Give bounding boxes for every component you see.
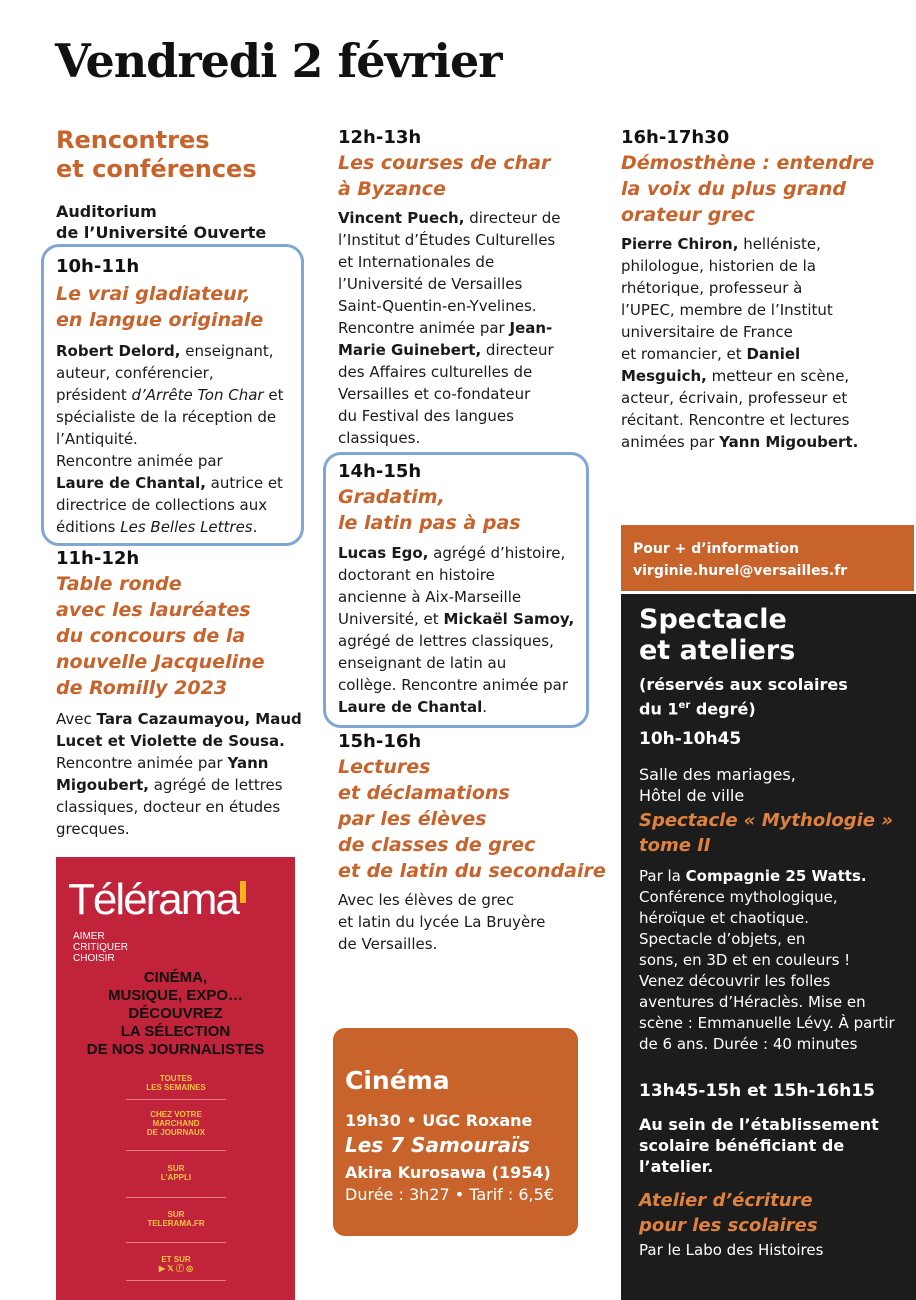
event-title xyxy=(56,281,263,333)
event-title-line: nouvelle Jacqueline xyxy=(56,651,265,673)
text-line: l’Antiquité. xyxy=(56,430,138,448)
text-line: du Festival des langues xyxy=(338,407,514,425)
text-line: Conférence mythologique, xyxy=(639,888,838,906)
text-line: Mesguich, metteur en scène, xyxy=(621,367,850,385)
section-title xyxy=(56,126,257,184)
text-line: de 6 ans. Durée : 40 minutes xyxy=(639,1035,858,1053)
event-time: 12h-13h xyxy=(338,127,422,148)
event-title-line: la voix du plus grand xyxy=(621,178,846,200)
text-line: récitant. Rencontre et lectures xyxy=(621,411,850,429)
venue xyxy=(56,201,266,243)
ad-option: ET SUR ▶ 𝕏 ⓕ ◎ xyxy=(126,1255,226,1273)
text-line: rhétorique, professeur à xyxy=(621,279,803,297)
event-title-line: par les élèves xyxy=(338,808,487,830)
text-line: doctorant en histoire xyxy=(338,566,495,584)
text-line: Migoubert, agrégé de lettres xyxy=(56,776,283,794)
text-line: Saint-Quentin-en-Yvelines. xyxy=(338,297,537,315)
event-description xyxy=(338,207,561,449)
event-time: 11h-12h xyxy=(56,548,140,569)
event-title-line: et de latin du secondaire xyxy=(338,860,606,882)
info-box xyxy=(621,525,914,591)
text-line: l’UPEC, membre de l’Institut xyxy=(621,301,833,319)
event-title-line: de Romilly 2023 xyxy=(56,677,228,699)
venue-line-1: Auditorium xyxy=(56,202,157,221)
spectacle-title: Spectacle et ateliers xyxy=(639,604,796,666)
ad-option: SUR L’APPLI xyxy=(160,1164,192,1182)
text-line: héroïque et chaotique. xyxy=(639,909,810,927)
event-time: 16h-17h30 xyxy=(621,127,730,148)
text-line: Rencontre animée par Jean- xyxy=(338,319,553,337)
text-line: philologue, historien de la xyxy=(621,257,816,275)
cinema-title: Cinéma xyxy=(345,1066,450,1095)
ad-option: TOUTES LES SEMAINES xyxy=(146,1074,206,1092)
text-line: Université, et Mickaël Samoy, xyxy=(338,610,575,628)
text-line: Par la Compagnie 25 Watts. xyxy=(639,867,867,885)
text-line: sons, en 3D et en couleurs ! xyxy=(639,951,851,969)
text-line: enseignant de latin au xyxy=(338,654,507,672)
text-line: Vincent Puech, directeur de xyxy=(338,209,561,227)
info-email[interactable]: virginie.hurel@versailles.fr xyxy=(633,563,848,579)
text-line: l’Université de Versailles xyxy=(338,275,523,293)
event-title-line: Gradatim, xyxy=(338,486,445,508)
text-line: Versailles et co-fondateur xyxy=(338,385,531,403)
text-line: Lucet et Violette de Sousa. xyxy=(56,732,285,750)
text-line: auteur, conférencier, xyxy=(56,364,214,382)
ad-tagline: AIMER CRITIQUER CHOISIR xyxy=(73,931,128,964)
page-title: Vendredi 2 février xyxy=(55,34,502,88)
event-title-line: Le vrai gladiateur, xyxy=(56,283,251,305)
show-description xyxy=(639,866,895,1055)
text-line: et latin du lycée La Bruyère xyxy=(338,913,546,931)
workshop-title: Atelier d’écriture pour les scolaires xyxy=(639,1190,818,1236)
show-title: Spectacle « Mythologie » tome II xyxy=(639,810,893,856)
event-description xyxy=(56,708,302,840)
event-time: 10h-10h45 xyxy=(639,729,742,749)
info-label: Pour + d’information xyxy=(633,541,800,557)
text-line: Marie Guinebert, directeur xyxy=(338,341,554,359)
ad-option: CHEZ VOTRE MARCHAND DE JOURNAUX xyxy=(146,1110,206,1137)
text-line: Robert Delord, enseignant, xyxy=(56,342,274,360)
telerama-logo: Télérama xyxy=(68,875,246,925)
text-line: Laure de Chantal. xyxy=(338,698,487,716)
text-line: universitaire de France xyxy=(621,323,793,341)
event-title xyxy=(338,484,521,536)
event-time: 14h-15h xyxy=(338,461,422,482)
film-director: Akira Kurosawa (1954) xyxy=(345,1163,551,1182)
event-description xyxy=(56,340,283,538)
event-description xyxy=(621,233,858,453)
event-title-line: de classes de grec xyxy=(338,834,536,856)
text-line: collège. Rencontre animée par xyxy=(338,676,568,694)
section-title-line-2: et conférences xyxy=(56,155,257,183)
text-line: directrice de collections aux xyxy=(56,496,268,514)
cinema-box xyxy=(333,1028,578,1236)
event-title-line: Lectures xyxy=(338,756,431,778)
spectacle-panel xyxy=(621,594,916,1300)
text-line: et romancier, et Daniel xyxy=(621,345,801,363)
text-line: acteur, écrivain, professeur et xyxy=(621,389,848,407)
event-title-line: Les courses de char xyxy=(338,152,551,174)
venue-line-2: de l’Université Ouverte xyxy=(56,223,267,242)
text-line: classiques, docteur en études xyxy=(56,798,281,816)
text-line: Spectacle d’objets, en xyxy=(639,930,806,948)
event-time: 13h45-15h et 15h-16h15 xyxy=(639,1081,875,1101)
workshop-by: Par le Labo des Histoires xyxy=(639,1241,824,1259)
text-line: Avec les élèves de grec xyxy=(338,891,515,909)
event-time: 10h-11h xyxy=(56,256,140,277)
text-line: animées par Yann Migoubert. xyxy=(621,433,859,451)
event-time: 15h-16h xyxy=(338,731,422,752)
event-title xyxy=(338,150,550,202)
event-title xyxy=(621,150,874,228)
telerama-ad[interactable] xyxy=(56,857,295,1300)
text-line: Rencontre animée par xyxy=(56,452,223,470)
text-line: grecques. xyxy=(56,820,130,838)
text-line: de Versailles. xyxy=(338,935,438,953)
text-line: ancienne à Aix-Marseille xyxy=(338,588,522,606)
text-line: des Affaires culturelles de xyxy=(338,363,533,381)
text-line: scène : Emmanuelle Lévy. À partir xyxy=(639,1014,895,1032)
event-description xyxy=(338,542,574,718)
social-icons: ▶ 𝕏 ⓕ ◎ xyxy=(158,1264,194,1273)
text-line: président d’Arrête Ton Char et xyxy=(56,386,284,404)
ad-option: SUR TELERAMA.FR xyxy=(147,1210,205,1228)
text-line: éditions Les Belles Lettres. xyxy=(56,518,258,536)
text-line: classiques. xyxy=(338,429,421,447)
text-line: Avec Tara Cazaumayou, Maud xyxy=(56,710,302,728)
event-title-line: Démosthène : entendre xyxy=(621,152,875,174)
event-description xyxy=(338,889,545,955)
event-title-line: du concours de la xyxy=(56,625,246,647)
cinema-time-place: 19h30 • UGC Roxane xyxy=(345,1111,533,1130)
text-line: et Internationales de xyxy=(338,253,495,271)
event-title-line: orateur grec xyxy=(621,204,755,226)
film-details: Durée : 3h27 • Tarif : 6,5€ xyxy=(345,1185,554,1204)
venue: Salle des mariages, Hôtel de ville xyxy=(639,765,796,805)
section-title-line-1: Rencontres xyxy=(56,126,210,154)
spectacle-subtitle: (réservés aux scolaires du 1er degré) xyxy=(639,675,848,719)
text-line: Laure de Chantal, autrice et xyxy=(56,474,283,492)
text-line: l’Institut d’Études Culturelles xyxy=(338,231,556,249)
school-info: Au sein de l’établissement scolaire bénéficiant de l’atelier. xyxy=(639,1115,879,1176)
film-title: Les 7 Samouraïs xyxy=(345,1133,530,1157)
event-title xyxy=(338,754,606,884)
event-title-line: Table ronde xyxy=(56,573,182,595)
ad-headline: CINÉMA, MUSIQUE, EXPO… DÉCOUVREZ LA SÉLECTION DE NOS JOURNALISTES xyxy=(86,969,265,1058)
event-title-line: avec les lauréates xyxy=(56,599,251,621)
event-title xyxy=(56,571,265,701)
event-title-line: le latin pas à pas xyxy=(338,512,521,534)
text-line: Rencontre animée par Yann xyxy=(56,754,269,772)
text-line: agrégé de lettres classiques, xyxy=(338,632,554,650)
event-title-line: à Byzance xyxy=(338,178,446,200)
event-title-line: en langue originale xyxy=(56,309,264,331)
text-line: Lucas Ego, agrégé d’histoire, xyxy=(338,544,566,562)
text-line: aventures d’Héraclès. Mise en xyxy=(639,993,866,1011)
text-line: Venez découvrir les folles xyxy=(639,972,831,990)
text-line: spécialiste de la réception de xyxy=(56,408,277,426)
event-title-line: et déclamations xyxy=(338,782,510,804)
text-line: Pierre Chiron, helléniste, xyxy=(621,235,821,253)
